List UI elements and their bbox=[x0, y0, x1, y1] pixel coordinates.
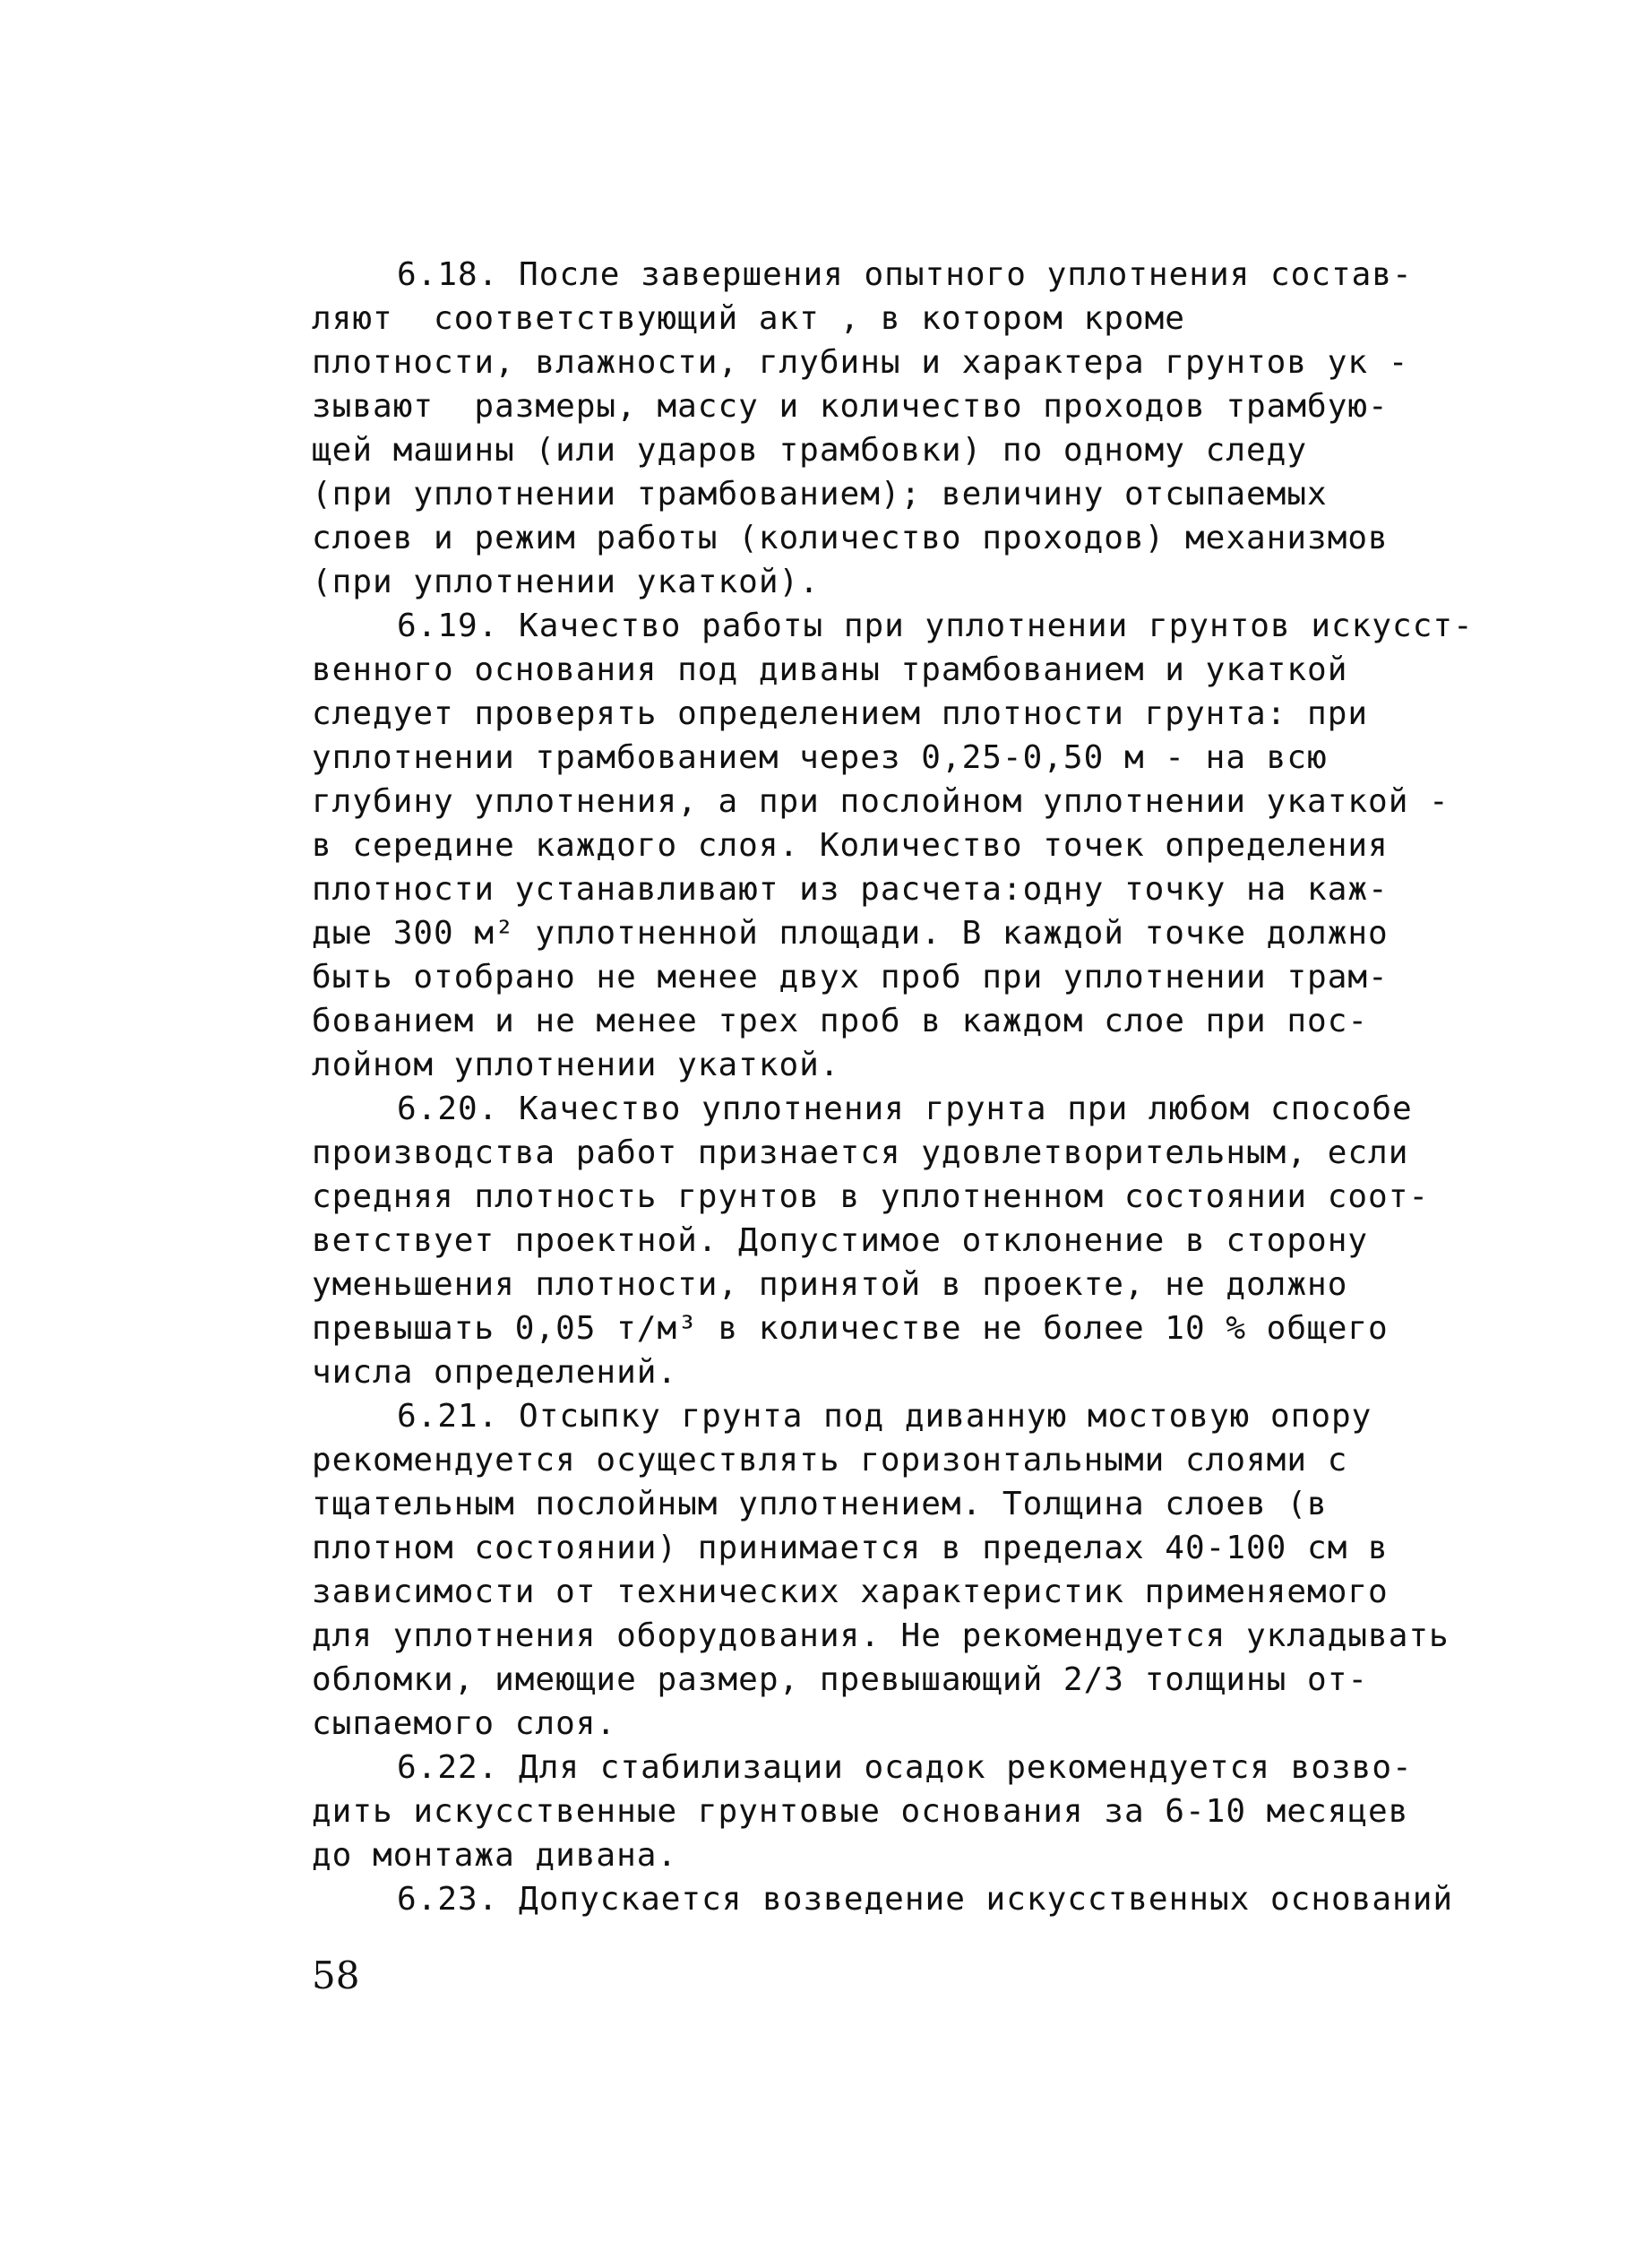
paragraph-6-22-line-3: до монтажа дивана. bbox=[312, 1837, 678, 1874]
paragraph-6-21-line-8: сыпаемого слоя. bbox=[312, 1705, 617, 1742]
paragraph-6-19-line-9: быть отобрано не менее двух проб при уплотнении трам- bbox=[312, 959, 1389, 996]
paragraph-6-20-line-7: числа определений. bbox=[312, 1354, 678, 1391]
paragraph-6-22-line-2: дить искусственные грунтовые основания за 6-10 месяцев bbox=[312, 1793, 1409, 1830]
paragraph-6-20-line-3: средняя плотность грунтов в уплотненном состоянии соот- bbox=[312, 1178, 1430, 1215]
paragraph-6-19-line-1: 6.19. Качество работы при уплотнении грунтов искусст- bbox=[397, 608, 1474, 644]
paragraph-6-19-line-7: плотности устанавливают из расчета:одну точку на каж- bbox=[312, 871, 1389, 908]
paragraph-6-20-line-1: 6.20. Качество уплотнения грунта при любом способе bbox=[397, 1091, 1413, 1127]
paragraph-6-20-line-5: уменьшения плотности, принятой в проекте, не должно bbox=[312, 1266, 1348, 1303]
paragraph-6-18-line-7: слоев и режим работы (количество проходов) механизмов bbox=[312, 520, 1389, 556]
paragraph-6-18-line-1: 6.18. После завершения опытного уплотнения состав- bbox=[397, 256, 1413, 293]
paragraph-6-18-line-4: зывают размеры, массу и количество проходов трамбую- bbox=[312, 388, 1389, 425]
paragraph-6-21-line-6: для уплотнения оборудования. Не рекомендуется укладывать bbox=[312, 1617, 1450, 1654]
paragraph-6-20-line-2: производства работ признается удовлетворительным, если bbox=[312, 1134, 1409, 1171]
paragraph-6-20-line-4: ветствует проектной. Допустимое отклонение в сторону bbox=[312, 1222, 1369, 1259]
paragraph-6-18-line-2: ляют соответствующий акт , в котором кроме bbox=[312, 300, 1185, 337]
paragraph-6-21-line-4: плотном состоянии) принимается в пределах 40-100 см в bbox=[312, 1530, 1389, 1566]
paragraph-6-21-line-5: зависимости от технических характеристик применяемого bbox=[312, 1574, 1389, 1610]
page-number: 58 bbox=[312, 1953, 360, 1997]
paragraph-6-19-line-4: уплотнении трамбованием через 0,25-0,50 м - на всю bbox=[312, 739, 1328, 776]
paragraph-6-19-line-3: следует проверять определением плотности грунта: при bbox=[312, 695, 1369, 732]
paragraph-6-19-line-2: венного основания под диваны трамбованием и укаткой bbox=[312, 651, 1348, 688]
paragraph-6-23-line-1: 6.23. Допускается возведение искусственных оснований bbox=[397, 1881, 1454, 1918]
paragraph-6-19-line-6: в середине каждого слоя. Количество точек определения bbox=[312, 827, 1389, 864]
paragraph-6-18-line-5: щей машины (или ударов трамбовки) по одному следу bbox=[312, 432, 1308, 469]
paragraph-6-19-line-8: дые 300 м² уплотненной площади. В каждой точке должно bbox=[312, 915, 1389, 952]
paragraph-6-21-line-7: обломки, имеющие размер, превышающий 2/3 толщины от- bbox=[312, 1661, 1369, 1698]
paragraph-6-18-line-8: (при уплотнении укаткой). bbox=[312, 564, 820, 600]
body-text bbox=[312, 253, 1512, 1921]
paragraph-6-19-line-10: бованием и не менее трех проб в каждом слое при пос- bbox=[312, 1003, 1369, 1039]
paragraph-6-21-line-1: 6.21. Отсыпку грунта под диванную мостовую опору bbox=[397, 1398, 1372, 1435]
paragraph-6-21-line-2: рекомендуется осуществлять горизонтальными слоями с bbox=[312, 1442, 1348, 1479]
paragraph-6-21-line-3: тщательным послойным уплотнением. Толщина слоев (в bbox=[312, 1486, 1328, 1522]
paragraph-6-19-line-11: лойном уплотнении укаткой. bbox=[312, 1047, 840, 1083]
paragraph-6-20-line-6: превышать 0,05 т/м³ в количестве не более 10 % общего bbox=[312, 1310, 1389, 1347]
paragraph-6-18-line-6: (при уплотнении трамбованием); величину отсыпаемых bbox=[312, 476, 1328, 513]
paragraph-6-19-line-5: глубину уплотнения, а при послойном уплотнении укаткой - bbox=[312, 783, 1450, 820]
paragraph-6-22-line-1: 6.22. Для стабилизации осадок рекомендуется возво- bbox=[397, 1749, 1413, 1786]
paragraph-6-18-line-3: плотности, влажности, глубины и характера грунтов ук - bbox=[312, 344, 1409, 381]
